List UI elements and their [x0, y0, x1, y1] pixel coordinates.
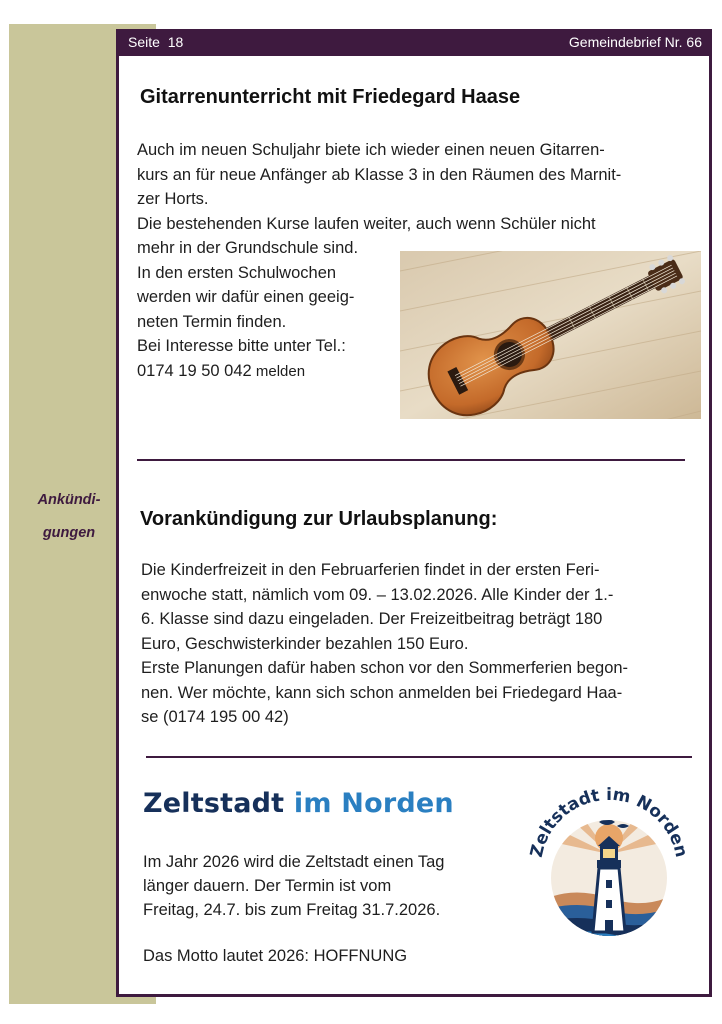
text-line: enwoche statt, nämlich vom 09. – 13.02.2026. Alle Kinder der 1.- — [141, 585, 614, 604]
text-line: Die bestehenden Kurse laufen weiter, auch wenn Schüler nicht — [137, 214, 596, 233]
vacation-paragraph — [141, 558, 628, 730]
text-line: werden wir dafür einen geeig- — [137, 288, 355, 306]
text-line: Euro, Geschwisterkinder bezahlen 150 Euro. — [141, 634, 469, 653]
text-line: Auch im neuen Schuljahr biete ich wieder einen neuen Gitarren- — [137, 141, 605, 159]
zeltstadt-title — [143, 788, 454, 819]
text-line: In den ersten Schulwochen — [137, 263, 337, 282]
svg-text:Zeltstadt im Norden: Zeltstadt im Norden — [526, 784, 692, 860]
motto-line: Das Motto lautet 2026: HOFFNUNG — [143, 947, 408, 965]
text-line: Die Kinderfreizeit in den Februarferien findet in der ersten Feri- — [141, 561, 600, 579]
lighthouse-icon — [523, 782, 695, 950]
text-line: kurs an für neue Anfänger ab Klasse 3 in den Räumen des Marnit- — [137, 165, 622, 184]
zeltstadt-paragraph — [143, 850, 444, 922]
phone-suffix: melden — [251, 362, 306, 380]
text-line: länger dauern. Der Termin ist vom — [143, 877, 392, 895]
vacation-title: Vorankündigung zur Urlaubsplanung: — [140, 508, 498, 530]
zeltstadt-title-part2: im Norden — [284, 788, 454, 819]
page-header — [116, 29, 712, 56]
sidebar-label-line1: Ankündi- — [37, 492, 101, 508]
text-line: Im Jahr 2026 wird die Zeltstadt einen Tag — [143, 853, 445, 871]
text-line: neten Termin finden. — [137, 312, 287, 331]
zeltstadt-title-part1: Zeltstadt — [143, 788, 285, 819]
guitar-title: Gitarrenunterricht mit Friedegard Haase — [140, 86, 521, 108]
text-line: nen. Wer möchte, kann sich schon anmelden bei Friedegard Haa- — [141, 683, 623, 702]
text-line: Erste Planungen dafür haben schon vor den Sommerferien begon- — [141, 659, 629, 677]
text-line: Freitag, 24.7. bis zum Freitag 31.7.2026. — [143, 901, 441, 919]
sidebar-label-line2: gungen — [42, 525, 96, 541]
text-line: mehr in der Grundschule sind. — [137, 239, 359, 257]
page-number: Seite 18 — [128, 34, 184, 50]
section-divider — [146, 756, 692, 758]
text-line: 6. Klasse sind dazu eingeladen. Der Freizeitbeitrag beträgt 180 — [141, 610, 603, 628]
guitar-icon — [400, 251, 701, 419]
zeltstadt-logo — [523, 782, 695, 950]
phone-number: 0174 19 50 042 — [137, 361, 252, 380]
issue-label: Gemeindebrief Nr. 66 — [568, 34, 702, 50]
guitar-photo — [400, 251, 701, 419]
text-line: Bei Interesse bitte unter Tel.: — [137, 337, 346, 355]
text-line: zer Horts. — [137, 190, 209, 208]
section-divider — [137, 459, 685, 461]
text-line: se (0174 195 00 42) — [141, 708, 289, 726]
